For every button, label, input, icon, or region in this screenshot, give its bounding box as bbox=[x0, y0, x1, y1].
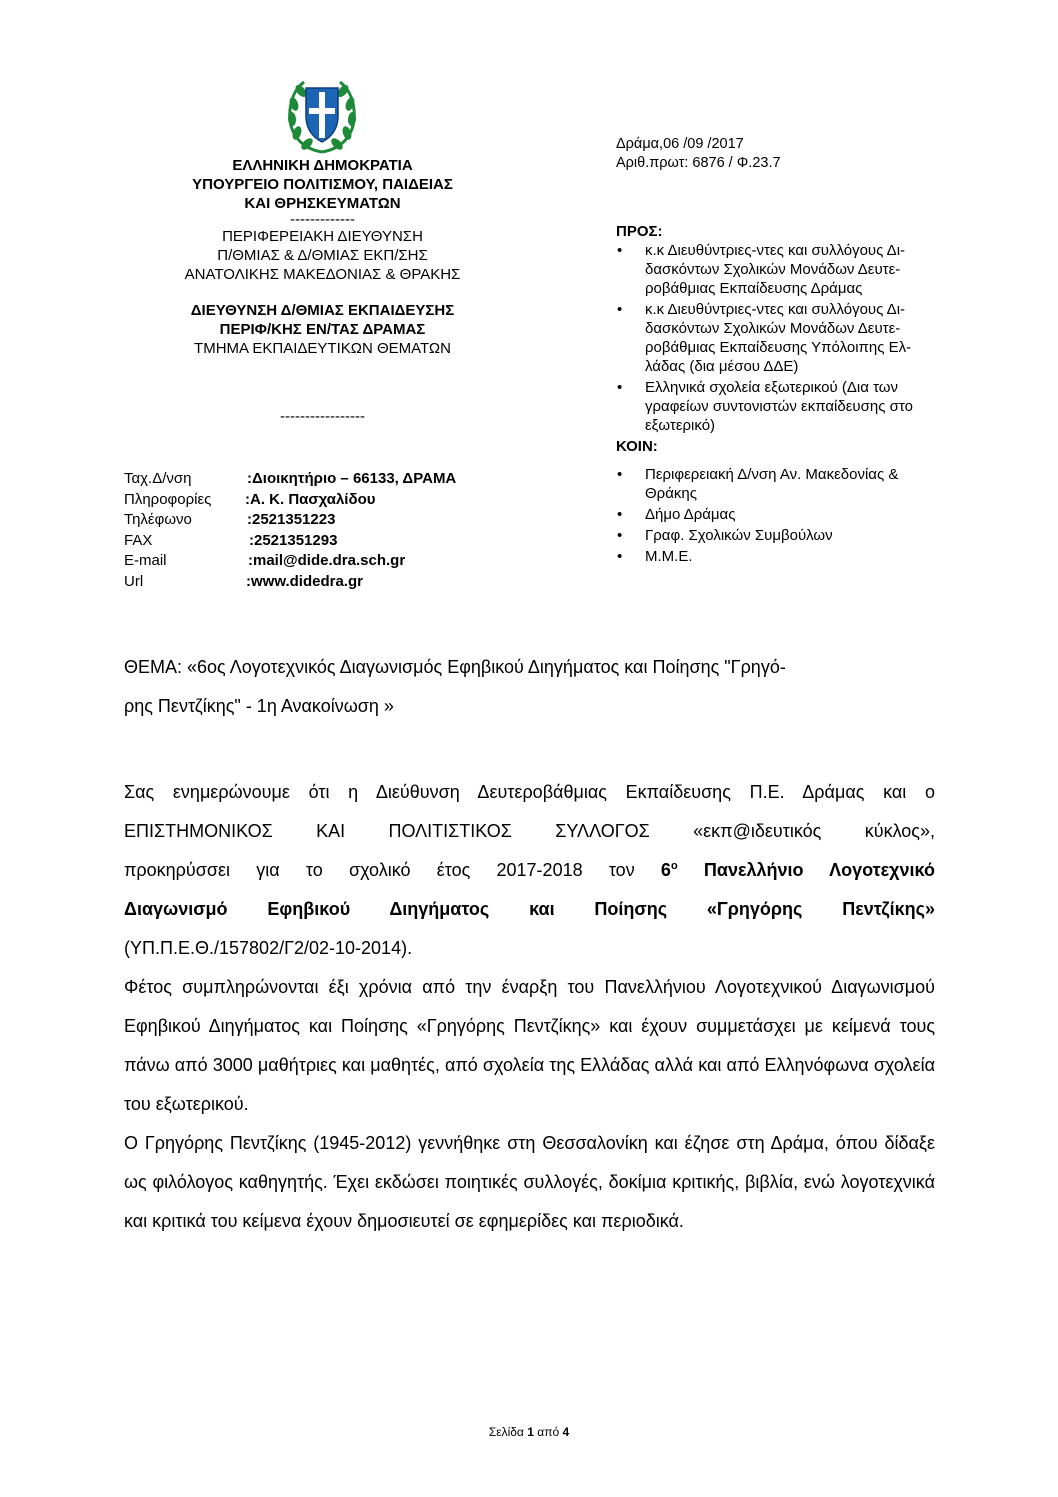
contact-value: :Διοικητήριο – 66133, ΔΡΑΜΑ bbox=[247, 470, 457, 487]
subject-line-1: ΘΕΜΑ: «6ος Λογοτεχνικός Διαγωνισμός Εφηβικού Διηγήματος και Ποίησης "Γρηγό- bbox=[124, 657, 786, 677]
list-item-line: • Περιφερειακή Δ/νση Αν. Μακεδονίας & bbox=[645, 466, 899, 483]
list-item bbox=[616, 526, 976, 545]
regional-directorate-line-2: Π/ΘΜΙΑΣ & Δ/ΘΜΙΑΣ ΕΚΠ/ΣΗΣ bbox=[217, 247, 428, 264]
list-item bbox=[616, 241, 976, 298]
hellenic-republic-emblem bbox=[282, 74, 362, 156]
list-item bbox=[616, 547, 976, 566]
list-item bbox=[616, 378, 976, 435]
page-number: 1 bbox=[527, 1425, 534, 1439]
of-word: από bbox=[537, 1425, 560, 1439]
list-item bbox=[616, 465, 976, 503]
list-item-line: • Δήμο Δράμας bbox=[645, 506, 736, 523]
list-item-line: λάδας (δια μέσου ΔΔΕ) bbox=[645, 358, 799, 375]
contest-name: Πανελλήνιο Λογοτεχνικό bbox=[677, 860, 935, 880]
list-item-line: ροβάθμιας Εκπαίδευσης Υπόλοιπης Ελ- bbox=[645, 339, 912, 356]
directorate-line-1: ΔΙΕΥΘΥΝΣΗ Δ/ΘΜΙΑΣ ΕΚΠΑΙΔΕΥΣΗΣ bbox=[190, 302, 455, 319]
regional-directorate-line-3: ΑΝΑΤΟΛΙΚΗΣ ΜΑΚΕΔΟΝΙΑΣ & ΘΡΑΚΗΣ bbox=[184, 266, 461, 283]
paragraph-line: Σας ενημερώνουμε ότι η Διεύθυνση Δευτεροβάθμιας Εκπαίδευσης Π.Ε. Δράμας και ο bbox=[124, 782, 935, 802]
list-item-line: • Μ.Μ.Ε. bbox=[645, 548, 693, 565]
ordinal-suffix: ο bbox=[670, 860, 678, 872]
contact-value: :2521351293 bbox=[249, 531, 338, 549]
protocol-number: Αριθ.πρωτ: 6876 / Φ.23.7 bbox=[616, 155, 781, 171]
contact-label: Τηλέφωνο bbox=[124, 511, 192, 528]
contact-label: Ταχ.Δ/νση bbox=[124, 470, 192, 487]
to-label: ΠΡΟΣ: bbox=[616, 223, 663, 240]
contact-value: :Α. Κ. Πασχαλίδου bbox=[245, 490, 376, 508]
list-item-line: ροβάθμιας Εκπαίδευσης Δράμας bbox=[645, 280, 863, 297]
list-item bbox=[616, 505, 976, 524]
paragraph: Ο Γρηγόρης Πεντζίκης (1945-2012) γεννήθηκε στη Θεσσαλονίκη και έζησε στη Δράμα, όπου δίδαξε ως φιλόλογος καθηγητής. Έχει εκδώσει ποιητικές συλλογές, δοκίμια κριτικής, βιβλία, ενώ λογοτεχνικά και κριτικά του κείμενα έχουν δημοσιευτεί σε εφημερίδες και περιοδικά. bbox=[124, 1133, 935, 1231]
recipients bbox=[616, 222, 976, 568]
list-item bbox=[616, 300, 976, 376]
header-separator: ----------------- bbox=[280, 408, 365, 425]
contact-label: Url bbox=[124, 572, 144, 590]
paragraph-line bbox=[124, 851, 935, 890]
list-item-line: • κ.κ Διευθύντριες-ντες και συλλόγους Δι- bbox=[645, 242, 906, 259]
list-item-line: • κ.κ Διευθύντριες-ντες και συλλόγους Δι- bbox=[645, 301, 906, 318]
list-item-line: • Ελληνικά σχολεία εξωτερικού (Δια των bbox=[645, 379, 899, 396]
document-meta bbox=[616, 135, 781, 173]
page-footer bbox=[0, 1425, 1058, 1439]
ministry-line-1: ΥΠΟΥΡΓΕΙΟ ΠΟΛΙΤΙΣΜΟΥ, ΠΑΙΔΕΙΑΣ bbox=[192, 176, 453, 193]
contact-label: E-mail bbox=[124, 552, 167, 569]
text-span: προκηρύσσει για το σχολικό έτος 2017-2018 τον bbox=[124, 860, 661, 880]
list-item-line: • Γραφ. Σχολικών Συμβούλων bbox=[645, 527, 833, 544]
contact-label: FAX bbox=[124, 531, 153, 549]
paragraph-line: ΕΠΙΣΤΗΜΟΝΙΚΟΣ ΚΑΙ ΠΟΛΙΤΙΣΤΙΚΟΣ ΣΥΛΛΟΓΟΣ «εκπ@ιδευτικός κύκλος», bbox=[124, 821, 935, 841]
contact-url[interactable]: :www.didedra.gr bbox=[246, 572, 363, 590]
letter-body bbox=[124, 773, 935, 1241]
contact-value: :2521351223 bbox=[247, 511, 336, 528]
regional-directorate-line-1: ΠΕΡΙΦΕΡΕΙΑΚΗ ΔΙΕΥΘΥΝΣΗ bbox=[222, 228, 423, 245]
document-date: Δράμα,06 /09 /2017 bbox=[616, 136, 744, 152]
subject-line-2: ρης Πεντζίκης" - 1η Ανακοίνωση » bbox=[124, 696, 394, 716]
list-item-line: γραφείων συντονιστών εκπαίδευσης στο bbox=[645, 398, 913, 415]
list-item-line: δασκόντων Σχολικών Μονάδων Δευτε- bbox=[645, 320, 901, 337]
paragraph-line bbox=[124, 890, 935, 929]
page-word: Σελίδα bbox=[488, 1425, 524, 1439]
to-list bbox=[616, 241, 976, 435]
issuer-header bbox=[150, 156, 495, 423]
list-item-line: Θράκης bbox=[645, 485, 697, 502]
republic-name: ΕΛΛΗΝΙΚΗ ΔΗΜΟΚΡΑΤΙΑ bbox=[232, 157, 413, 174]
contact-label: Πληροφορίες bbox=[124, 490, 212, 508]
subject bbox=[124, 648, 936, 726]
contest-name: Διαγωνισμό Εφηβικού Διηγήματος και Ποίησης «Γρηγόρης Πεντζίκης» bbox=[124, 899, 935, 919]
cc-label: ΚΟΙΝ: bbox=[616, 438, 658, 455]
list-item-line: εξωτερικό) bbox=[645, 417, 716, 434]
department-name: ΤΜΗΜΑ ΕΚΠΑΙΔΕΥΤΙΚΩΝ ΘΕΜΑΤΩΝ bbox=[194, 340, 451, 357]
list-item-line: δασκόντων Σχολικών Μονάδων Δευτε- bbox=[645, 261, 901, 278]
page-total: 4 bbox=[562, 1425, 570, 1439]
directorate-line-2: ΠΕΡΙΦ/ΚΗΣ ΕΝ/ΤΑΣ ΔΡΑΜΑΣ bbox=[219, 321, 426, 338]
contest-number: 6 bbox=[660, 860, 671, 880]
paragraph-line: (ΥΠ.Π.Ε.Θ./157802/Γ2/02-10-2014). bbox=[124, 938, 413, 958]
paragraph: Φέτος συμπληρώνονται έξι χρόνια από την έναρξη του Πανελλήνιου Λογοτεχνικού Διαγωνισμού Εφηβικού Διηγήματος και Ποίησης «Γρηγόρης Πεντζίκης» και έχουν συμμετάσχει με κείμενά τους πάνω από 3000 μαθήτριες και μαθητές, από σχολεία της Ελλάδας αλλά και από Ελληνόφωνα σχολεία του εξωτερικού. bbox=[124, 977, 935, 1114]
header-separator: ------------- bbox=[290, 211, 355, 228]
contact-email[interactable]: :mail@dide.dra.sch.gr bbox=[248, 552, 406, 569]
cc-list bbox=[616, 465, 976, 566]
ministry-line-2: ΚΑΙ ΘΡΗΣΚΕΥΜΑΤΩΝ bbox=[244, 195, 401, 212]
